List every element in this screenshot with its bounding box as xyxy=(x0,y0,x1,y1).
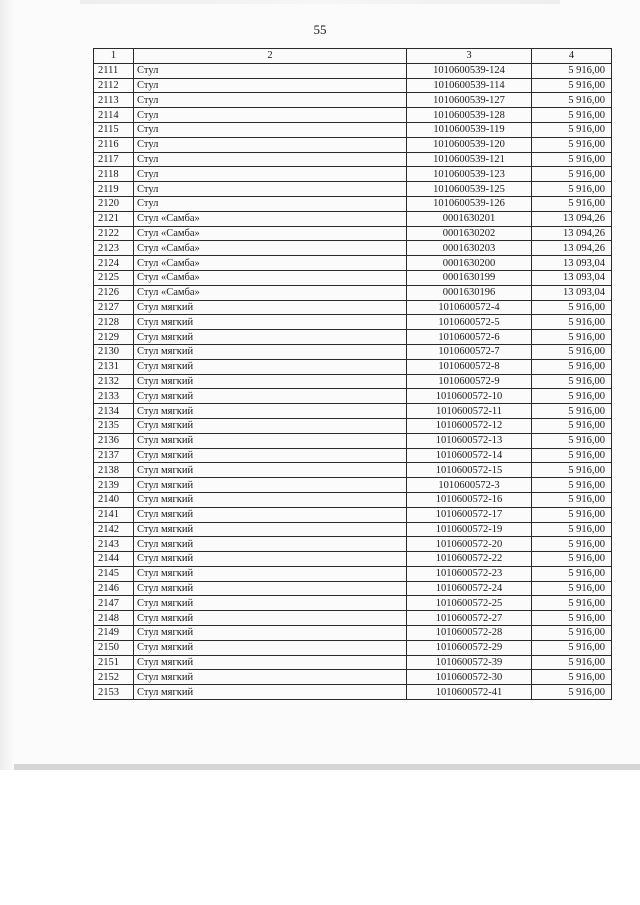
inventory-code-cell: 1010600572-30 xyxy=(407,670,532,685)
price-cell: 5 916,00 xyxy=(532,389,612,404)
item-name-cell: Стул мягкий xyxy=(134,581,407,596)
table-row xyxy=(94,137,612,152)
row-number-cell: 2129 xyxy=(94,330,134,345)
row-number-cell: 2128 xyxy=(94,315,134,330)
price-cell: 5 916,00 xyxy=(532,137,612,152)
table-row xyxy=(94,108,612,123)
inventory-code-cell: 1010600572-4 xyxy=(407,300,532,315)
table-row xyxy=(94,626,612,641)
row-number-cell: 2134 xyxy=(94,404,134,419)
table-row xyxy=(94,122,612,137)
price-cell: 5 916,00 xyxy=(532,300,612,315)
inventory-code-cell: 1010600572-10 xyxy=(407,389,532,404)
item-name-cell: Стул xyxy=(134,108,407,123)
item-name-cell: Стул мягкий xyxy=(134,404,407,419)
price-cell: 5 916,00 xyxy=(532,196,612,211)
inventory-code-cell: 1010600572-6 xyxy=(407,330,532,345)
item-name-cell: Стул мягкий xyxy=(134,552,407,567)
item-name-cell: Стул xyxy=(134,167,407,182)
inventory-code-cell: 1010600539-128 xyxy=(407,108,532,123)
inventory-code-cell: 1010600539-121 xyxy=(407,152,532,167)
inventory-code-cell: 0001630200 xyxy=(407,256,532,271)
item-name-cell: Стул мягкий xyxy=(134,478,407,493)
row-number-cell: 2139 xyxy=(94,478,134,493)
item-name-cell: Стул xyxy=(134,152,407,167)
price-cell: 5 916,00 xyxy=(532,522,612,537)
column-header: 3 xyxy=(407,49,532,64)
table-row xyxy=(94,226,612,241)
row-number-cell: 2136 xyxy=(94,433,134,448)
table-row xyxy=(94,433,612,448)
price-cell: 5 916,00 xyxy=(532,152,612,167)
row-number-cell: 2149 xyxy=(94,626,134,641)
item-name-cell: Стул мягкий xyxy=(134,685,407,700)
item-name-cell: Стул мягкий xyxy=(134,522,407,537)
inventory-code-cell: 1010600539-126 xyxy=(407,196,532,211)
item-name-cell: Стул xyxy=(134,122,407,137)
page-number: 55 xyxy=(313,22,327,37)
inventory-code-cell: 1010600539-125 xyxy=(407,182,532,197)
item-name-cell: Стул xyxy=(134,93,407,108)
table-row xyxy=(94,596,612,611)
inventory-code-cell: 0001630199 xyxy=(407,270,532,285)
inventory-code-cell: 1010600572-27 xyxy=(407,611,532,626)
table-row xyxy=(94,522,612,537)
row-number-cell: 2132 xyxy=(94,374,134,389)
price-cell: 5 916,00 xyxy=(532,611,612,626)
row-number-cell: 2141 xyxy=(94,507,134,522)
item-name-cell: Стул мягкий xyxy=(134,300,407,315)
table-row xyxy=(94,315,612,330)
price-cell: 5 916,00 xyxy=(532,404,612,419)
table-row xyxy=(94,300,612,315)
scan-edge-shadow xyxy=(0,0,14,770)
table-row xyxy=(94,241,612,256)
inventory-code-cell: 1010600572-41 xyxy=(407,685,532,700)
column-header: 1 xyxy=(94,49,134,64)
table-row xyxy=(94,640,612,655)
inventory-table xyxy=(93,48,612,700)
table-row xyxy=(94,389,612,404)
inventory-code-cell: 1010600572-15 xyxy=(407,463,532,478)
item-name-cell: Стул мягкий xyxy=(134,596,407,611)
inventory-code-cell: 1010600572-24 xyxy=(407,581,532,596)
inventory-code-cell: 1010600572-20 xyxy=(407,537,532,552)
price-cell: 5 916,00 xyxy=(532,122,612,137)
price-cell: 13 093,04 xyxy=(532,270,612,285)
row-number-cell: 2133 xyxy=(94,389,134,404)
table-row xyxy=(94,611,612,626)
price-cell: 5 916,00 xyxy=(532,596,612,611)
row-number-cell: 2123 xyxy=(94,241,134,256)
row-number-cell: 2127 xyxy=(94,300,134,315)
table-row xyxy=(94,566,612,581)
table-row xyxy=(94,152,612,167)
item-name-cell: Стул мягкий xyxy=(134,507,407,522)
inventory-code-cell: 1010600539-120 xyxy=(407,137,532,152)
item-name-cell: Стул мягкий xyxy=(134,670,407,685)
item-name-cell: Стул мягкий xyxy=(134,463,407,478)
inventory-code-cell: 1010600572-39 xyxy=(407,655,532,670)
table-row xyxy=(94,167,612,182)
price-cell: 13 094,26 xyxy=(532,211,612,226)
inventory-code-cell: 1010600572-17 xyxy=(407,507,532,522)
table-row xyxy=(94,404,612,419)
item-name-cell: Стул мягкий xyxy=(134,389,407,404)
price-cell: 13 093,04 xyxy=(532,256,612,271)
row-number-cell: 2135 xyxy=(94,418,134,433)
item-name-cell: Стул мягкий xyxy=(134,626,407,641)
table-row xyxy=(94,670,612,685)
price-cell: 13 094,26 xyxy=(532,241,612,256)
table-header-row xyxy=(94,49,612,64)
row-number-cell: 2153 xyxy=(94,685,134,700)
price-cell: 5 916,00 xyxy=(532,315,612,330)
table-row xyxy=(94,78,612,93)
inventory-code-cell: 1010600572-3 xyxy=(407,478,532,493)
row-number-cell: 2140 xyxy=(94,492,134,507)
price-cell: 5 916,00 xyxy=(532,655,612,670)
table-row xyxy=(94,211,612,226)
inventory-code-cell: 1010600539-123 xyxy=(407,167,532,182)
row-number-cell: 2142 xyxy=(94,522,134,537)
item-name-cell: Стул мягкий xyxy=(134,448,407,463)
inventory-code-cell: 1010600572-5 xyxy=(407,315,532,330)
row-number-cell: 2130 xyxy=(94,344,134,359)
row-number-cell: 2137 xyxy=(94,448,134,463)
price-cell: 5 916,00 xyxy=(532,359,612,374)
inventory-code-cell: 1010600572-25 xyxy=(407,596,532,611)
price-cell: 5 916,00 xyxy=(532,78,612,93)
table-row xyxy=(94,478,612,493)
table-row xyxy=(94,270,612,285)
row-number-cell: 2147 xyxy=(94,596,134,611)
item-name-cell: Стул мягкий xyxy=(134,566,407,581)
item-name-cell: Стул «Самба» xyxy=(134,285,407,300)
price-cell: 5 916,00 xyxy=(532,448,612,463)
item-name-cell: Стул xyxy=(134,137,407,152)
price-cell: 5 916,00 xyxy=(532,182,612,197)
item-name-cell: Стул мягкий xyxy=(134,433,407,448)
item-name-cell: Стул мягкий xyxy=(134,611,407,626)
price-cell: 5 916,00 xyxy=(532,374,612,389)
table-row xyxy=(94,330,612,345)
inventory-code-cell: 1010600539-127 xyxy=(407,93,532,108)
inventory-code-cell: 1010600572-19 xyxy=(407,522,532,537)
item-name-cell: Стул мягкий xyxy=(134,344,407,359)
row-number-cell: 2115 xyxy=(94,122,134,137)
row-number-cell: 2116 xyxy=(94,137,134,152)
item-name-cell: Стул «Самба» xyxy=(134,226,407,241)
row-number-cell: 2119 xyxy=(94,182,134,197)
row-number-cell: 2120 xyxy=(94,196,134,211)
row-number-cell: 2152 xyxy=(94,670,134,685)
price-cell: 5 916,00 xyxy=(532,478,612,493)
item-name-cell: Стул xyxy=(134,196,407,211)
row-number-cell: 2125 xyxy=(94,270,134,285)
row-number-cell: 2126 xyxy=(94,285,134,300)
item-name-cell: Стул «Самба» xyxy=(134,211,407,226)
row-number-cell: 2113 xyxy=(94,93,134,108)
inventory-code-cell: 0001630203 xyxy=(407,241,532,256)
row-number-cell: 2122 xyxy=(94,226,134,241)
row-number-cell: 2138 xyxy=(94,463,134,478)
price-cell: 5 916,00 xyxy=(532,626,612,641)
table-row xyxy=(94,655,612,670)
table-row xyxy=(94,256,612,271)
row-number-cell: 2144 xyxy=(94,552,134,567)
row-number-cell: 2151 xyxy=(94,655,134,670)
scan-artifact xyxy=(80,0,560,4)
item-name-cell: Стул xyxy=(134,182,407,197)
table-row xyxy=(94,344,612,359)
item-name-cell: Стул мягкий xyxy=(134,359,407,374)
item-name-cell: Стул мягкий xyxy=(134,330,407,345)
table-row xyxy=(94,552,612,567)
item-name-cell: Стул мягкий xyxy=(134,315,407,330)
price-cell: 5 916,00 xyxy=(532,108,612,123)
row-number-cell: 2131 xyxy=(94,359,134,374)
table-row xyxy=(94,463,612,478)
inventory-code-cell: 1010600572-29 xyxy=(407,640,532,655)
item-name-cell: Стул мягкий xyxy=(134,374,407,389)
table-row xyxy=(94,492,612,507)
item-name-cell: Стул мягкий xyxy=(134,655,407,670)
inventory-code-cell: 1010600572-16 xyxy=(407,492,532,507)
price-cell: 5 916,00 xyxy=(532,93,612,108)
price-cell: 5 916,00 xyxy=(532,507,612,522)
inventory-code-cell: 1010600572-23 xyxy=(407,566,532,581)
price-cell: 5 916,00 xyxy=(532,685,612,700)
price-cell: 5 916,00 xyxy=(532,463,612,478)
table-row xyxy=(94,93,612,108)
item-name-cell: Стул «Самба» xyxy=(134,241,407,256)
table-row xyxy=(94,374,612,389)
inventory-code-cell: 1010600572-22 xyxy=(407,552,532,567)
inventory-code-cell: 1010600572-28 xyxy=(407,626,532,641)
price-cell: 5 916,00 xyxy=(532,433,612,448)
price-cell: 5 916,00 xyxy=(532,344,612,359)
item-name-cell: Стул мягкий xyxy=(134,492,407,507)
table-row xyxy=(94,581,612,596)
inventory-code-cell: 0001630202 xyxy=(407,226,532,241)
table-row xyxy=(94,537,612,552)
price-cell: 5 916,00 xyxy=(532,330,612,345)
inventory-code-cell: 1010600539-124 xyxy=(407,63,532,78)
table-body xyxy=(94,63,612,699)
row-number-cell: 2111 xyxy=(94,63,134,78)
table-row xyxy=(94,448,612,463)
item-name-cell: Стул мягкий xyxy=(134,418,407,433)
row-number-cell: 2150 xyxy=(94,640,134,655)
table-row xyxy=(94,359,612,374)
item-name-cell: Стул мягкий xyxy=(134,537,407,552)
table-row xyxy=(94,418,612,433)
price-cell: 5 916,00 xyxy=(532,537,612,552)
inventory-code-cell: 1010600572-7 xyxy=(407,344,532,359)
column-header: 4 xyxy=(532,49,612,64)
table-row xyxy=(94,507,612,522)
row-number-cell: 2112 xyxy=(94,78,134,93)
item-name-cell: Стул мягкий xyxy=(134,640,407,655)
inventory-code-cell: 0001630196 xyxy=(407,285,532,300)
item-name-cell: Стул xyxy=(134,78,407,93)
price-cell: 5 916,00 xyxy=(532,566,612,581)
inventory-code-cell: 1010600539-119 xyxy=(407,122,532,137)
row-number-cell: 2117 xyxy=(94,152,134,167)
inventory-code-cell: 1010600572-9 xyxy=(407,374,532,389)
inventory-code-cell: 1010600572-13 xyxy=(407,433,532,448)
row-number-cell: 2146 xyxy=(94,581,134,596)
price-cell: 5 916,00 xyxy=(532,552,612,567)
column-header: 2 xyxy=(134,49,407,64)
row-number-cell: 2121 xyxy=(94,211,134,226)
item-name-cell: Стул «Самба» xyxy=(134,270,407,285)
row-number-cell: 2114 xyxy=(94,108,134,123)
item-name-cell: Стул «Самба» xyxy=(134,256,407,271)
inventory-code-cell: 1010600539-114 xyxy=(407,78,532,93)
table-row xyxy=(94,63,612,78)
row-number-cell: 2145 xyxy=(94,566,134,581)
price-cell: 5 916,00 xyxy=(532,63,612,78)
row-number-cell: 2124 xyxy=(94,256,134,271)
price-cell: 5 916,00 xyxy=(532,581,612,596)
price-cell: 5 916,00 xyxy=(532,167,612,182)
price-cell: 5 916,00 xyxy=(532,640,612,655)
table-row xyxy=(94,285,612,300)
table-row xyxy=(94,182,612,197)
price-cell: 13 094,26 xyxy=(532,226,612,241)
row-number-cell: 2143 xyxy=(94,537,134,552)
inventory-code-cell: 1010600572-14 xyxy=(407,448,532,463)
table-row xyxy=(94,196,612,211)
price-cell: 13 093,04 xyxy=(532,285,612,300)
inventory-code-cell: 0001630201 xyxy=(407,211,532,226)
item-name-cell: Стул xyxy=(134,63,407,78)
price-cell: 5 916,00 xyxy=(532,670,612,685)
inventory-code-cell: 1010600572-11 xyxy=(407,404,532,419)
inventory-code-cell: 1010600572-8 xyxy=(407,359,532,374)
row-number-cell: 2148 xyxy=(94,611,134,626)
price-cell: 5 916,00 xyxy=(532,418,612,433)
price-cell: 5 916,00 xyxy=(532,492,612,507)
table-row xyxy=(94,685,612,700)
inventory-code-cell: 1010600572-12 xyxy=(407,418,532,433)
row-number-cell: 2118 xyxy=(94,167,134,182)
